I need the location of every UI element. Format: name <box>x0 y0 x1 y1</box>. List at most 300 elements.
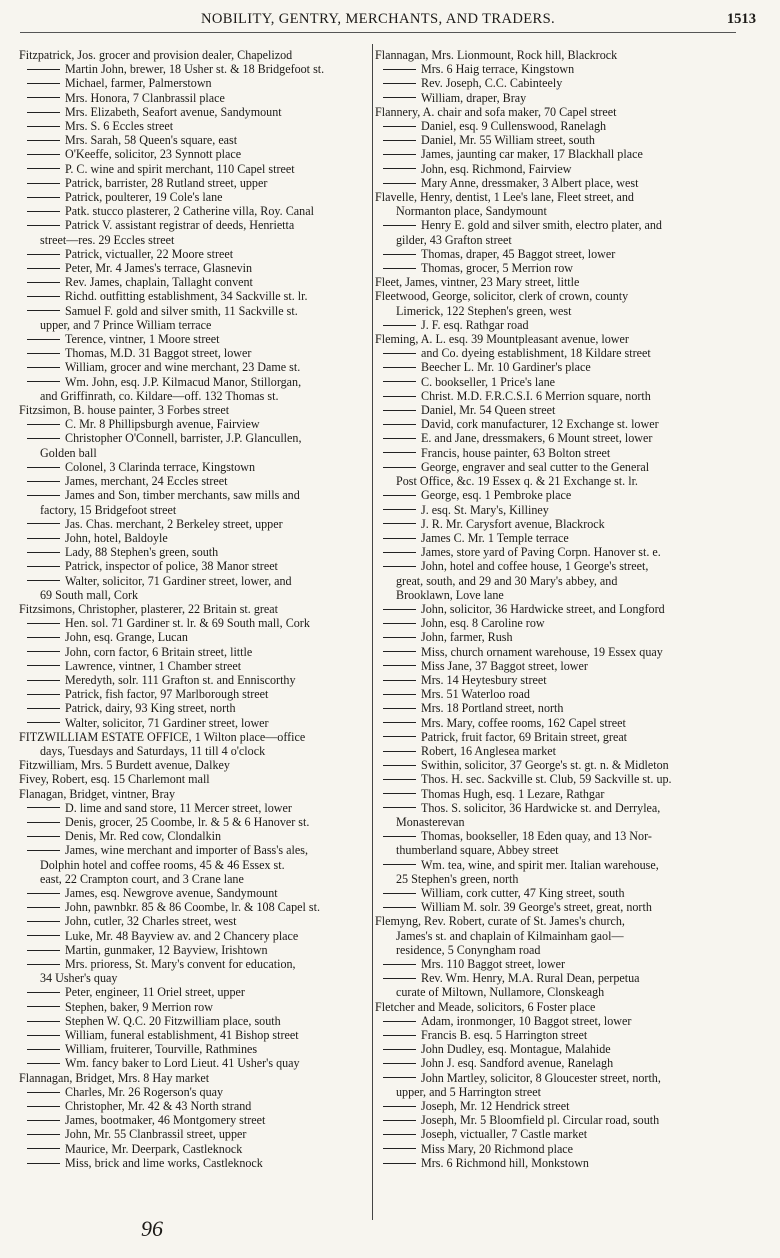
ditto-dash <box>27 964 60 965</box>
entry-text: Peter, Mr. 4 James's terrace, Glasnevin <box>65 261 253 276</box>
directory-entry-continuation <box>375 872 727 886</box>
entry-text: Henry E. gold and silver smith, electro plater, and <box>421 218 662 233</box>
directory-entry <box>375 91 727 105</box>
entry-text: Daniel, esq. 9 Cullenswood, Ranelagh <box>421 119 607 134</box>
directory-entry-heading <box>375 48 727 62</box>
ditto-dash <box>27 1148 60 1149</box>
entry-text: John, esq. Grange, Lucan <box>65 630 188 645</box>
directory-entry-continuation <box>375 304 727 318</box>
directory-entry <box>19 886 377 900</box>
ditto-dash <box>27 140 60 141</box>
ditto-dash <box>383 1063 416 1064</box>
ditto-dash <box>383 268 416 269</box>
ditto-dash <box>383 495 416 496</box>
entry-text: gilder, 43 Grafton street <box>396 232 512 247</box>
ditto-dash <box>383 907 416 908</box>
directory-entry-heading <box>19 48 377 62</box>
ditto-dash <box>27 424 60 425</box>
entry-text: John, esq. Richmond, Fairview <box>421 161 572 176</box>
entry-text: George, esq. 1 Pembroke place <box>421 488 572 503</box>
ditto-dash <box>383 1035 416 1036</box>
directory-entry <box>19 531 377 545</box>
ditto-dash <box>27 83 60 84</box>
entry-text: Meredyth, solr. 111 Grafton st. and Enniscorthy <box>65 672 296 687</box>
directory-entry <box>375 858 727 872</box>
ditto-dash <box>383 694 416 695</box>
directory-entry <box>375 360 727 374</box>
ditto-dash <box>383 438 416 439</box>
ditto-dash <box>383 765 416 766</box>
entry-text: Wm. tea, wine, and spirit mer. Italian warehouse, <box>421 857 659 872</box>
entry-text: Robert, 16 Anglesea market <box>421 743 557 758</box>
directory-entry <box>19 76 377 90</box>
entry-text: street—res. 29 Eccles street <box>40 232 175 247</box>
directory-entry <box>19 843 377 857</box>
entry-text: Mrs. 14 Heytesbury street <box>421 672 547 687</box>
ditto-dash <box>27 822 60 823</box>
directory-entry <box>375 119 727 133</box>
ditto-dash <box>27 339 60 340</box>
ditto-dash <box>383 254 416 255</box>
directory-entry <box>375 1127 727 1141</box>
directory-entry-heading <box>375 289 727 303</box>
entry-text: Mrs. prioress, St. Mary's convent for education, <box>65 957 296 971</box>
directory-entry <box>375 261 727 275</box>
directory-entry <box>19 247 377 261</box>
ditto-dash <box>383 836 416 837</box>
ditto-dash <box>27 1120 60 1121</box>
directory-entry <box>375 559 727 573</box>
ditto-dash <box>27 1134 60 1135</box>
ditto-dash <box>27 282 60 283</box>
ditto-dash <box>27 381 60 382</box>
directory-entry <box>19 630 377 644</box>
directory-entry-continuation <box>375 574 727 588</box>
ditto-dash <box>27 1163 60 1164</box>
entry-text: James C. Mr. 1 Temple terrace <box>421 530 569 545</box>
ditto-dash <box>383 1148 416 1149</box>
directory-entry <box>375 346 727 360</box>
running-title: NOBILITY, GENTRY, MERCHANTS, AND TRADERS. <box>200 11 556 27</box>
directory-entry-continuation <box>375 815 727 829</box>
entry-text: Normanton place, Sandymount <box>396 204 547 219</box>
directory-entry <box>375 1071 727 1085</box>
entry-text: Golden ball <box>40 445 97 460</box>
ditto-dash <box>383 410 416 411</box>
entry-text: P. C. wine and spirit merchant, 110 Capel street <box>65 161 295 176</box>
entry-text: James, store yard of Paving Corpn. Hanover st. e. <box>421 545 661 560</box>
entry-text: Miss, church ornament warehouse, 19 Essex quay <box>421 644 663 659</box>
directory-entry <box>19 687 377 701</box>
entry-text: Thomas, bookseller, 18 Eden quay, and 13 Nor- <box>421 829 652 844</box>
entry-text: C. bookseller, 1 Price's lane <box>421 374 556 389</box>
page-header <box>20 8 756 33</box>
entry-text: Joseph, victualler, 7 Castle market <box>421 1127 588 1142</box>
directory-entry-continuation <box>375 474 727 488</box>
directory-entry <box>375 630 727 644</box>
directory-entry <box>375 162 727 176</box>
entry-text: factory, 15 Bridgefoot street <box>40 502 177 517</box>
entry-text: John, pawnbkr. 85 & 86 Coombe, lr. & 108 Capel st. <box>65 900 320 915</box>
entry-text: Fitzsimons, Christopher, plasterer, 22 Britain st. great <box>19 601 279 616</box>
entry-text: great, south, and 29 and 30 Mary's abbey, and <box>396 573 618 588</box>
entry-text: Francis, house painter, 63 Bolton street <box>421 445 611 460</box>
ditto-dash <box>383 325 416 326</box>
ditto-dash <box>383 964 416 965</box>
ditto-dash <box>383 69 416 70</box>
directory-entry <box>375 531 727 545</box>
entry-text: Maurice, Mr. Deerpark, Castleknock <box>65 1141 243 1156</box>
ditto-dash <box>27 69 60 70</box>
entry-text: Rev. Wm. Henry, M.A. Rural Dean, perpetua <box>421 971 640 986</box>
directory-entry <box>19 815 377 829</box>
entry-text: John, corn factor, 6 Britain street, little <box>65 644 253 659</box>
directory-entry <box>19 1127 377 1141</box>
directory-entry <box>19 304 377 318</box>
entry-text: Patrick V. assistant registrar of deeds, Henrietta <box>65 218 295 233</box>
directory-entry <box>19 1028 377 1042</box>
ditto-dash <box>27 254 60 255</box>
directory-entry <box>375 488 727 502</box>
directory-entry <box>19 985 377 999</box>
ditto-dash <box>383 225 416 226</box>
directory-entry <box>375 517 727 531</box>
directory-entry <box>375 318 727 332</box>
entry-text: William, funeral establishment, 41 Bishop street <box>65 1028 299 1043</box>
directory-entry-continuation <box>375 985 727 999</box>
directory-entry <box>19 1156 377 1170</box>
ditto-dash <box>383 623 416 624</box>
directory-entry <box>19 829 377 843</box>
directory-entry <box>19 431 377 445</box>
entry-text: D. lime and sand store, 11 Mercer street, lower <box>65 800 292 815</box>
entry-text: upper, and 5 Harrington street <box>396 1084 541 1099</box>
directory-entry <box>375 218 727 232</box>
ditto-dash <box>27 211 60 212</box>
ditto-dash <box>27 651 60 652</box>
entry-text: Stephen, baker, 9 Merrion row <box>65 999 213 1014</box>
directory-entry <box>19 1042 377 1056</box>
entry-text: John, hotel, Baldoyle <box>65 530 168 545</box>
entry-text: Martin, gunmaker, 12 Bayview, Irishtown <box>65 942 268 957</box>
directory-entry <box>375 673 727 687</box>
directory-entry-heading <box>19 403 377 417</box>
directory-entry-continuation <box>375 943 727 957</box>
ditto-dash <box>27 523 60 524</box>
entry-text: Fletcher and Meade, solicitors, 6 Foster place <box>375 999 596 1014</box>
entry-text: Miss Jane, 37 Baggot street, lower <box>421 658 588 673</box>
entry-text: Patrick, fish factor, 97 Marlborough street <box>65 687 269 702</box>
entry-text: Mrs. Elizabeth, Seafort avenue, Sandymount <box>65 104 282 119</box>
directory-entry <box>19 716 377 730</box>
directory-entry <box>375 389 727 403</box>
directory-entry <box>375 1142 727 1156</box>
ditto-dash <box>383 126 416 127</box>
ditto-dash <box>27 1006 60 1007</box>
entry-text: Christopher, Mr. 42 & 43 North strand <box>65 1099 252 1114</box>
directory-entry <box>19 488 377 502</box>
entry-text: Terence, vintner, 1 Moore street <box>65 332 220 347</box>
entry-text: Martin John, brewer, 18 Usher st. & 18 Bridgefoot st. <box>65 62 325 77</box>
directory-entry <box>19 1000 377 1014</box>
entry-text: Fitzpatrick, Jos. grocer and provision dealer, Chapelizod <box>19 48 293 62</box>
entry-text: O'Keeffe, solicitor, 23 Synnott place <box>65 147 242 162</box>
directory-entry <box>375 829 727 843</box>
ditto-dash <box>383 793 416 794</box>
directory-entry <box>19 801 377 815</box>
entry-text: J. R. Mr. Carysfort avenue, Blackrock <box>421 516 605 531</box>
entry-text: Mrs. Mary, coffee rooms, 162 Capel street <box>421 715 626 730</box>
entry-text: residence, 5 Conyngham road <box>396 942 541 957</box>
entry-text: William, draper, Bray <box>421 90 527 105</box>
ditto-dash <box>383 680 416 681</box>
folio-number: 96 <box>141 1216 163 1241</box>
entry-text: curate of Miltown, Nullamore, Clonskeagh <box>396 985 605 1000</box>
entry-text: Limerick, 122 Stephen's green, west <box>396 303 572 318</box>
directory-entry <box>19 1099 377 1113</box>
entry-text: Patk. stucco plasterer, 2 Catherine villa, Roy. Canal <box>65 204 314 219</box>
entry-text: Thomas, grocer, 5 Merrion row <box>421 261 573 276</box>
directory-entry <box>375 431 727 445</box>
directory-entry <box>19 91 377 105</box>
entry-text: Flemyng, Rev. Robert, curate of St. James's church, <box>375 914 625 929</box>
directory-entry <box>19 147 377 161</box>
directory-entry <box>19 460 377 474</box>
ditto-dash <box>383 183 416 184</box>
ditto-dash <box>383 1134 416 1135</box>
directory-entry <box>375 687 727 701</box>
directory-entry-heading <box>375 275 727 289</box>
entry-text: Post Office, &c. 19 Essex q. & 21 Exchange st. lr. <box>396 474 638 489</box>
entry-text: Colonel, 3 Clarinda terrace, Kingstown <box>65 459 256 474</box>
entry-text: Mrs. 6 Haig terrace, Kingstown <box>421 62 575 77</box>
entry-text: thumberland square, Abbey street <box>396 843 559 858</box>
entry-text: Fivey, Robert, esq. 15 Charlemont mall <box>19 772 210 787</box>
ditto-dash <box>383 353 416 354</box>
entry-text: Fleet, James, vintner, 23 Mary street, little <box>375 275 580 290</box>
ditto-dash <box>27 97 60 98</box>
entry-text: Miss Mary, 20 Richmond place <box>421 1141 574 1156</box>
directory-entry <box>19 616 377 630</box>
ditto-dash <box>383 978 416 979</box>
ditto-dash <box>383 751 416 752</box>
entry-text: John, cutler, 32 Charles street, west <box>65 914 237 929</box>
ditto-dash <box>27 183 60 184</box>
entry-text: Joseph, Mr. 12 Hendrick street <box>421 1099 570 1114</box>
ditto-dash <box>27 807 60 808</box>
ditto-dash <box>27 225 60 226</box>
entry-text: Francis B. esq. 5 Harrington street <box>421 1028 588 1043</box>
left-column <box>19 48 377 1170</box>
ditto-dash <box>27 268 60 269</box>
entry-text: Wm. fancy baker to Lord Lieut. 41 Usher's quay <box>65 1056 300 1071</box>
directory-entry-heading <box>19 758 377 772</box>
entry-text: and Co. dyeing establishment, 18 Kildare street <box>421 346 651 361</box>
ditto-dash <box>27 907 60 908</box>
entry-text: Fitzwilliam, Mrs. 5 Burdett avenue, Dalkey <box>19 758 230 773</box>
directory-entry <box>19 957 377 971</box>
ditto-dash <box>383 1049 416 1050</box>
entry-text: upper, and 7 Prince William terrace <box>40 317 212 332</box>
entry-text: Jas. Chas. merchant, 2 Berkeley street, upper <box>65 516 283 531</box>
directory-entry-continuation <box>375 204 727 218</box>
directory-entry-heading <box>375 332 727 346</box>
directory-entry-continuation <box>19 446 377 460</box>
directory-entry <box>375 545 727 559</box>
directory-entry <box>375 76 727 90</box>
entry-text: Flannagan, Mrs. Lionmount, Rock hill, Blackrock <box>375 48 618 62</box>
directory-entry <box>19 943 377 957</box>
ditto-dash <box>27 566 60 567</box>
entry-text: Denis, grocer, 25 Coombe, lr. & 5 & 6 Hanover st. <box>65 814 310 829</box>
directory-entry <box>19 346 377 360</box>
entry-text: William, fruiterer, Tourville, Rathmines <box>65 1042 258 1057</box>
ditto-dash <box>383 665 416 666</box>
entry-text: John, Mr. 55 Clanbrassil street, upper <box>65 1127 247 1142</box>
directory-entry <box>19 574 377 588</box>
directory-entry <box>375 744 727 758</box>
entry-text: C. Mr. 8 Phillipsburgh avenue, Fairview <box>65 417 260 432</box>
directory-entry-continuation <box>375 1085 727 1099</box>
column-divider <box>372 44 373 1220</box>
entry-text: George, engraver and seal cutter to the General <box>421 459 650 474</box>
directory-entry-heading <box>19 1071 377 1085</box>
entry-text: Beecher L. Mr. 10 Gardiner's place <box>421 360 591 375</box>
entry-text: Miss, brick and lime works, Castleknock <box>65 1155 263 1170</box>
directory-entry <box>375 616 727 630</box>
entry-text: Hen. sol. 71 Gardiner st. lr. & 69 South mall, Cork <box>65 616 310 631</box>
directory-entry <box>375 602 727 616</box>
directory-entry-continuation <box>19 503 377 517</box>
ditto-dash <box>383 779 416 780</box>
ditto-dash <box>27 623 60 624</box>
directory-entry <box>375 1042 727 1056</box>
ditto-dash <box>27 467 60 468</box>
entry-text: 69 South mall, Cork <box>40 587 139 602</box>
entry-text: William M. solr. 39 George's street, great, north <box>421 900 652 915</box>
ditto-dash <box>27 708 60 709</box>
ditto-dash <box>27 1092 60 1093</box>
entry-text: Flannagan, Bridget, Mrs. 8 Hay market <box>19 1070 210 1085</box>
directory-entry <box>19 659 377 673</box>
directory-entry <box>19 673 377 687</box>
ditto-dash <box>383 523 416 524</box>
entry-text: Mrs. 51 Waterloo road <box>421 687 530 702</box>
directory-entry <box>19 1113 377 1127</box>
entry-text: Thomas, draper, 45 Baggot street, lower <box>421 246 616 261</box>
ditto-dash <box>383 1106 416 1107</box>
entry-text: Swithin, solicitor, 37 George's st. gt. n. & Midleton <box>421 758 669 773</box>
directory-entry <box>19 204 377 218</box>
directory-entry <box>19 417 377 431</box>
directory-entry <box>375 446 727 460</box>
entry-text: Rev. James, chaplain, Tallaght convent <box>65 275 253 290</box>
ditto-dash <box>27 836 60 837</box>
directory-entry <box>19 289 377 303</box>
directory-entry <box>375 147 727 161</box>
ditto-dash <box>383 396 416 397</box>
directory-entry <box>19 545 377 559</box>
ditto-dash <box>383 609 416 610</box>
entry-text: J. F. esq. Rathgar road <box>421 317 529 332</box>
directory-entry-continuation <box>19 971 377 985</box>
directory-entry <box>375 247 727 261</box>
entry-text: Thomas Hugh, esq. 1 Lezare, Rathgar <box>421 786 605 801</box>
entry-text: Peter, engineer, 11 Oriel street, upper <box>65 985 245 1000</box>
directory-entry <box>375 503 727 517</box>
entry-text: FITZWILLIAM ESTATE OFFICE, 1 Wilton place—office <box>19 729 306 744</box>
ditto-dash <box>383 538 416 539</box>
directory-entry <box>375 957 727 971</box>
directory-entry <box>375 460 727 474</box>
ditto-dash <box>383 1120 416 1121</box>
directory-entry <box>19 559 377 573</box>
entry-text: Fleming, A. L. esq. 39 Mountpleasant avenue, lower <box>375 332 629 347</box>
directory-entry <box>375 701 727 715</box>
directory-entry <box>19 332 377 346</box>
ditto-dash <box>383 509 416 510</box>
ditto-dash <box>383 1021 416 1022</box>
directory-entry <box>19 261 377 275</box>
directory-entry <box>19 1056 377 1070</box>
entry-text: J. esq. St. Mary's, Killiney <box>421 502 549 517</box>
right-column <box>375 48 727 1170</box>
directory-entry <box>375 758 727 772</box>
directory-entry <box>19 1014 377 1028</box>
ditto-dash <box>27 722 60 723</box>
directory-entry-continuation <box>375 929 727 943</box>
entry-text: James's st. and chaplain of Kilmainham gaol— <box>396 928 624 943</box>
ditto-dash <box>27 296 60 297</box>
ditto-dash <box>383 367 416 368</box>
directory-entry <box>19 645 377 659</box>
entry-text: James, wine merchant and importer of Bass's ales, <box>65 843 308 858</box>
entry-text: James, bootmaker, 46 Montgomery street <box>65 1113 266 1128</box>
ditto-dash <box>27 168 60 169</box>
entry-text: James, jaunting car maker, 17 Blackhall place <box>421 147 643 162</box>
ditto-dash <box>383 381 416 382</box>
entry-text: Joseph, Mr. 5 Bloomfield pl. Circular road, south <box>421 1113 660 1128</box>
entry-text: Patrick, poulterer, 19 Cole's lane <box>65 190 223 205</box>
directory-entry-continuation <box>19 389 377 403</box>
directory-entry-heading <box>375 190 727 204</box>
ditto-dash <box>27 950 60 951</box>
ditto-dash <box>383 807 416 808</box>
ditto-dash <box>27 1049 60 1050</box>
ditto-dash <box>27 438 60 439</box>
directory-entry-continuation <box>19 858 377 872</box>
directory-entry <box>375 1056 727 1070</box>
entry-text: Rev. Joseph, C.C. Cabinteely <box>421 76 563 91</box>
entry-text: Lady, 88 Stephen's green, south <box>65 545 219 560</box>
entry-text: Dolphin hotel and coffee rooms, 45 & 46 Essex st. <box>40 857 285 872</box>
ditto-dash <box>27 112 60 113</box>
ditto-dash <box>383 893 416 894</box>
ditto-dash <box>383 637 416 638</box>
ditto-dash <box>383 452 416 453</box>
directory-entry <box>19 360 377 374</box>
directory-entry <box>375 133 727 147</box>
directory-entry <box>375 176 727 190</box>
directory-entry <box>375 900 727 914</box>
entry-text: Patrick, dairy, 93 King street, north <box>65 701 236 716</box>
ditto-dash <box>27 538 60 539</box>
ditto-dash <box>383 168 416 169</box>
ditto-dash <box>383 708 416 709</box>
ditto-dash <box>27 1021 60 1022</box>
ditto-dash <box>27 154 60 155</box>
entry-text: Flavelle, Henry, dentist, 1 Lee's lane, Fleet street, and <box>375 190 634 205</box>
